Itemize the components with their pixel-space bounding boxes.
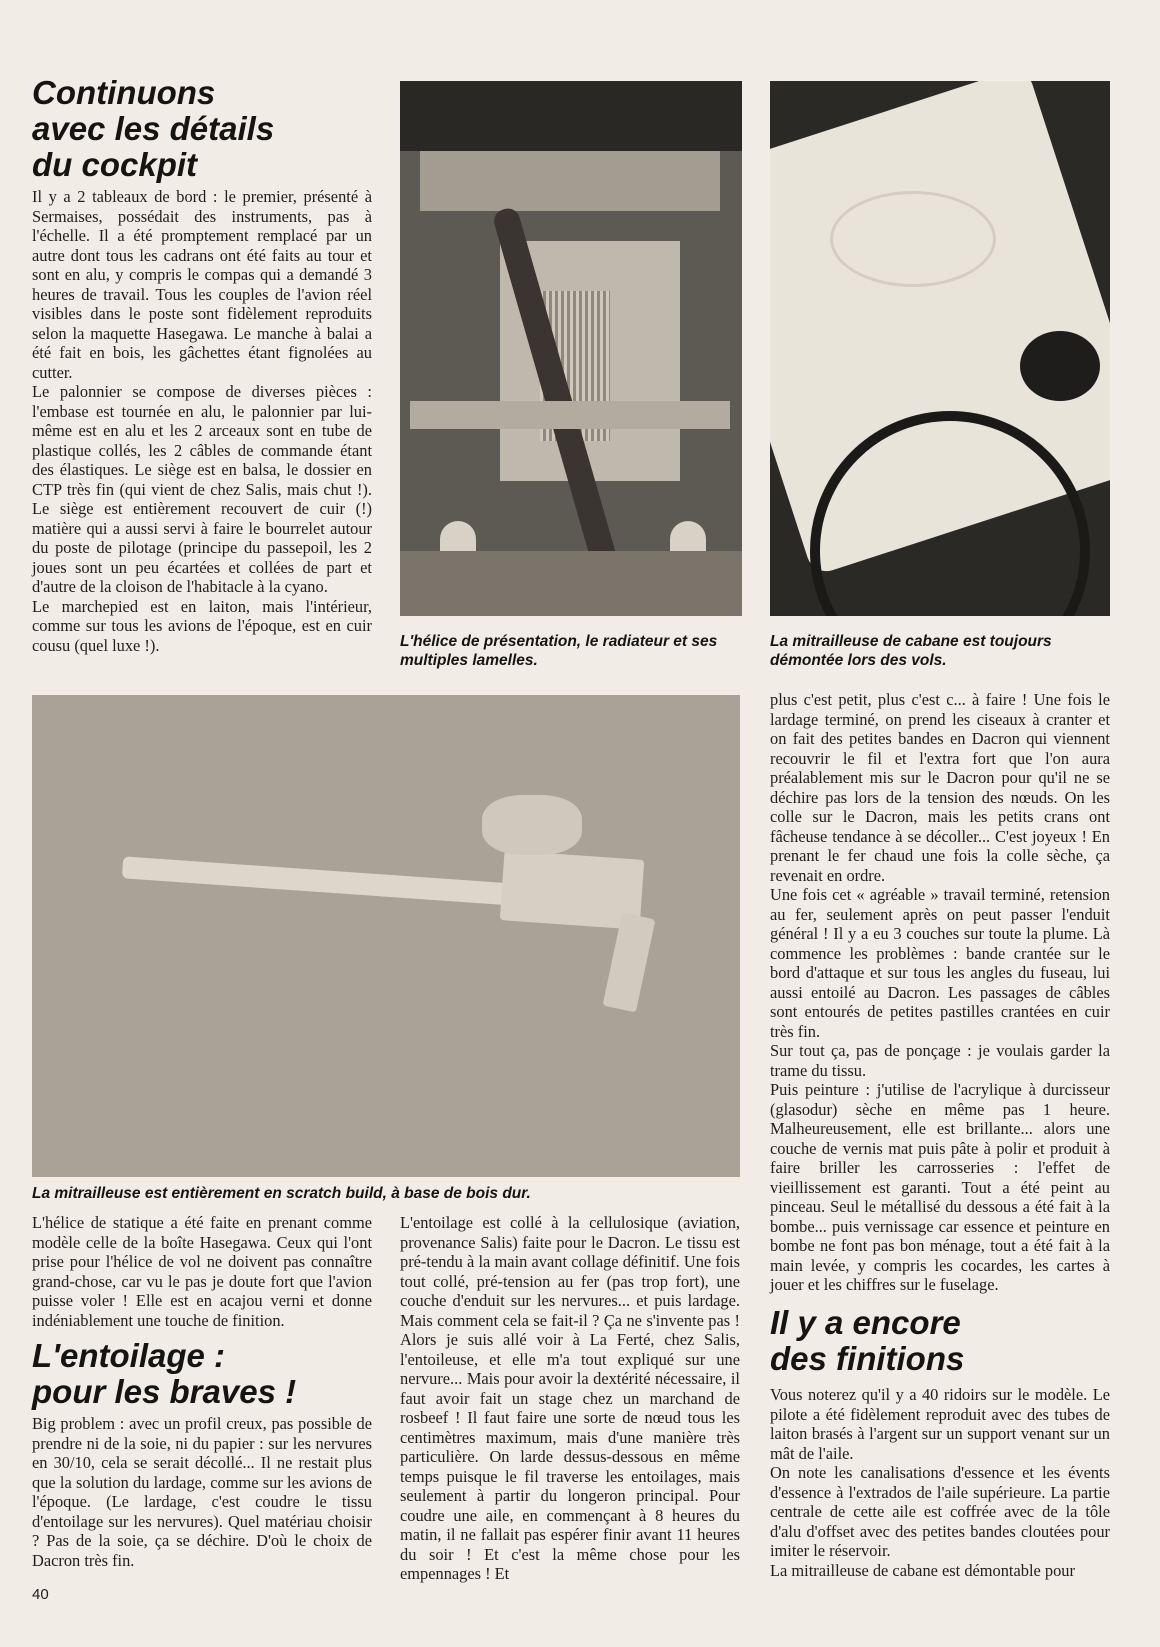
finitions-paragraph-3: La mitrailleuse de cabane est démontable pour [770, 1560, 1075, 1580]
entoilage-paragraph-1: Big problem : avec un profil creux, pas possible de prendre ni de la soie, ni du papier : sur les nervures en 30/10, cela se serait décollé... Il ne restait plus que la solution du lardage, comme sur les avions de l'époque. (Le lardage, c'est coudre le tissu d'entoilage sur les nervures). Quel matériau choisir ? Pas de la soie, ça se déchire. D'où le choix de Dacron très fin. [32, 1414, 372, 1570]
propeller-photo [400, 81, 742, 616]
finitions-section [770, 1305, 1110, 1580]
machine-gun-photo [32, 695, 740, 1177]
finitions-paragraph-1: Vous noterez qu'il y a 40 ridoirs sur le modèle. Le pilote a été fidèlement reproduit avec des tubes de laiton brasés à l'argent sur un support venant sur un mât de l'aile. [770, 1385, 1110, 1463]
cabin-gun-photo [770, 81, 1110, 616]
entoilage-paragraph-2: L'entoilage est collé à la cellulosique (aviation, provenance Salis) faite pour le Dacron. Le tissu est pré-tendu à la main avant collage définitif. Une fois tout collé, pré-tension au fer (pas trop fort), une couche d'enduit sur les nervures... et puis lardage. Mais comment cela se fait-il ? Ça ne s'invente pas ! Alors je suis allé voir à La Ferté, chez Salis, l'entoileuse, et elle m'a tout expliqué sur une nervure... Mais pour avoir la dextérité nécessaire, il faut avoir fait un stage chez un marchand de rosbeef ! Il faut faire une sorte de nœud tous les centimètres maximum, mais d'une manière très particulière. On larde dessus-dessous en même temps puisque le fil traverse les entoilages, mais seulement à partir du longeron principal. Pour coudre une aile, en commençant à 8 heures du matin, il ne fallait pas espérer finir avant 11 heures du soir ! Et c'est la même chose pour les empennages ! Et [400, 1213, 740, 1583]
right-paragraph-1: plus c'est petit, plus c'est c... à faire ! Une fois le lardage terminé, on prend les ciseaux à cranter et on fait des petites bandes en Dacron qui viennent recouvrir le fil et l'extra fort que l'on aura préalablement mis sur le Dacron pour qu'il ne se déchire pas lors de la tension des nœuds. On les colle sur le Dacron, mais les petits crans ont fâcheuse tendance à se décoller... C'est joyeux ! En prenant le fer chaud une fois la colle sèche, ça revenait en ordre. [770, 690, 1110, 885]
machine-gun-caption: La mitrailleuse est entièrement en scratch build, à base de bois dur. [32, 1185, 531, 1202]
right-paragraph-4: Puis peinture : j'utilise de l'acrylique à durcisseur (glasodur) sèche en même pas 1 heure. Malheureusement, elle est brillante... alors une couche de vernis mat puis pâte à polir et produit à faire briller les carrosseries : l'effet de vieillissement est garanti. Tout a été peint au pinceau. Seul le métallisé du dessous a été fait à la bombe... puis vernissage car essence et peinture en bombe ne font pas bon ménage, tout a été fait à la main levée, y compris les cocardes, les cartes à jouer et les chiffres sur le fuselage. [770, 1080, 1110, 1294]
helice-section [32, 1213, 372, 1570]
cockpit-heading-line-1: Continuons [32, 74, 216, 111]
cabin-gun-caption: La mitrailleuse de cabane est toujours démontée lors des vols. [770, 633, 1052, 669]
photo-lower-wing [410, 401, 730, 429]
right-paragraph-2: Une fois cet « agréable » travail terminé, retension au fer, seulement après on peut passer l'enduit général ! Il y a eu 3 couches sur toute la plume. Là commence les problèmes : bande crantée sur le bord d'attaque et sur tous les angles du fuseau, lui aussi entoilé au Dacron. Les passages de câbles sont entourés de petites pastilles crantées en cuir très fin. [770, 885, 1110, 1041]
photo-background-wall [400, 81, 742, 151]
cockpit-paragraph-3: Le marchepied est en laiton, mais l'intérieur, comme sur tous les avions de l'époque, est en cuir cousu (quel luxe !). [32, 596, 372, 655]
finitions-paragraph-2: On note les canalisations d'essence et les évents d'essence à l'extrados de l'aile supérieure. La partie centrale de cette aile est coffrée avec de la tôle d'alu d'offset avec des petites bandes cloutées pour imiter le réservoir. [770, 1463, 1110, 1560]
helice-paragraph: L'hélice de statique a été faite en prenant comme modèle celle de la boîte Hasegawa. Ceux qui l'ont prise pour l'hélice de vol ne doivent pas connaître grand-chose, car vu le pas je doute fort que l'avion puisse voler ! Elle est en acajou verni et donne indéniablement une touche de finition. [32, 1213, 372, 1330]
photo-gun-drum [482, 795, 582, 855]
entoilage-continued [400, 1213, 740, 1584]
page-number: 40 [32, 1586, 49, 1603]
cockpit-section [32, 75, 372, 655]
cockpit-heading [32, 75, 372, 183]
finitions-heading [770, 1305, 1110, 1377]
entoilage-heading [32, 1338, 372, 1410]
right-column [770, 690, 1110, 1295]
photo-roundel [830, 191, 996, 287]
cockpit-paragraph-2: Le palonnier se compose de diverses pièces : l'embase est tournée en alu, le palonnier par lui-même est en alu et les 2 arceaux sont en tube de plastique collés, les 2 câbles de commande étant des élastiques. Le siège est en balsa, le dossier en CTP très fin (qui vient de chez Salis, mais chut !). Le siège est entièrement recouvert de cuir (!) matière qui a aussi servi à faire le bourrelet autour du poste de pilotage (principe du passepoil, les 2 joues sont un peu écartées et collées de part et d'autre de la cloison de l'habitacle à la cyano. [32, 382, 372, 596]
photo-drum-magazine [1020, 331, 1100, 401]
cockpit-paragraph-1: Il y a 2 tableaux de bord : le premier, présenté à Sermaises, possédait des instruments, pas à l'échelle. Il a été promptement remplacé par un autre dont tous les cadrans ont été faits au tour et sont en alu, y compris le compas qui a demandé 3 heures de travail. Tous les couples de l'avion réel visibles dans le poste sont fidèlement reproduits selon la maquette Hasegawa. Le manche à balai a été fait en bois, les gâchettes étant fignolées au cutter. [32, 187, 372, 382]
photo-upper-wing [420, 151, 720, 211]
cockpit-heading-line-2: avec les détails [32, 110, 275, 147]
finitions-heading-line-1: Il y a encore [770, 1304, 961, 1341]
cockpit-heading-line-3: du cockpit [32, 146, 198, 183]
propeller-caption: L'hélice de présentation, le radiateur et ses multiples lamelles. [400, 633, 718, 669]
finitions-heading-line-2: des finitions [770, 1340, 965, 1377]
photo-base [400, 551, 742, 616]
right-paragraph-3: Sur tout ça, pas de ponçage : je voulais garder la trame du tissu. [770, 1041, 1110, 1080]
entoilage-heading-line-2: pour les braves ! [32, 1373, 297, 1410]
entoilage-heading-line-1: L'entoilage : [32, 1337, 226, 1374]
